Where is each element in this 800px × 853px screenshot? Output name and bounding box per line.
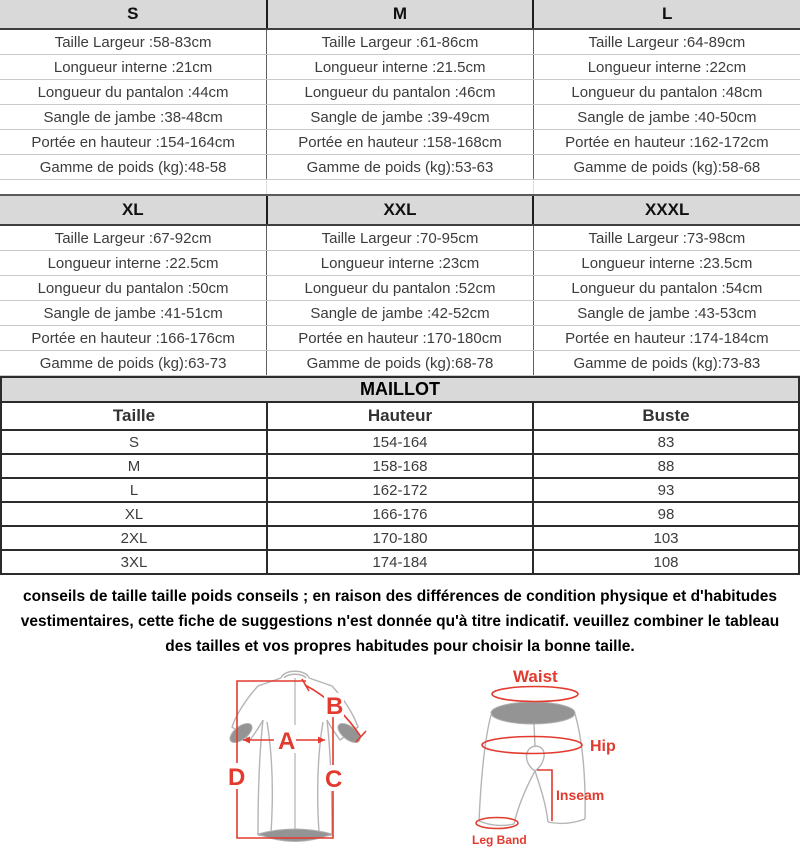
maillot-title-row — [1, 377, 799, 402]
size-advice-text: conseils de taille taille poids conseils ; en raison des différences de condition physique et d'habitudes vestimentaires, cette fiche de suggestions n'est donnée qu'à titre indicatif. veuillez combiner le tableau des tailles et vos propres habitudes pour choisir la bonne taille. — [20, 588, 780, 655]
spec-cell: Longueur du pantalon :48cm — [533, 80, 800, 105]
maillot-row — [1, 550, 799, 574]
maillot-cell: S — [1, 430, 267, 454]
maillot-row — [1, 526, 799, 550]
jersey-diagram-icon — [218, 665, 378, 851]
size-header-xl: XL — [0, 195, 267, 225]
spec-cell: Taille Largeur :67-92cm — [0, 225, 267, 251]
spec-cell: Sangle de jambe :41-51cm — [0, 301, 267, 326]
maillot-cell: 83 — [533, 430, 799, 454]
spec-cell: Longueur interne :23.5cm — [533, 251, 800, 276]
size-table-xl-xxl-xxxl — [0, 194, 800, 376]
spec-cell: Gamme de poids (kg):68-78 — [267, 351, 534, 376]
spec-cell: Portée en hauteur :162-172cm — [533, 130, 800, 155]
size-header-l: L — [533, 0, 800, 29]
maillot-header-row — [1, 402, 799, 430]
spec-cell: Longueur interne :21cm — [0, 55, 267, 80]
maillot-cell: 3XL — [1, 550, 267, 574]
maillot-row — [1, 478, 799, 502]
size-header-m: M — [267, 0, 534, 29]
spec-cell: Longueur interne :21.5cm — [267, 55, 534, 80]
spec-cell: Gamme de poids (kg):73-83 — [533, 351, 800, 376]
size-table-s-m-l — [0, 0, 800, 180]
spec-row — [0, 105, 800, 130]
spec-cell: Longueur du pantalon :46cm — [267, 80, 534, 105]
spec-cell: Portée en hauteur :174-184cm — [533, 326, 800, 351]
spec-row — [0, 276, 800, 301]
spec-row — [0, 55, 800, 80]
maillot-cell: 93 — [533, 478, 799, 502]
jersey-label-a: A — [278, 728, 296, 755]
maillot-cell: 154-164 — [267, 430, 533, 454]
spec-cell: Taille Largeur :61-86cm — [267, 29, 534, 55]
spec-cell: Longueur interne :23cm — [267, 251, 534, 276]
maillot-col-buste: Buste — [533, 402, 799, 430]
spec-cell: Taille Largeur :70-95cm — [267, 225, 534, 251]
maillot-cell: 108 — [533, 550, 799, 574]
spec-cell: Longueur interne :22cm — [533, 55, 800, 80]
spec-row — [0, 29, 800, 55]
maillot-cell: L — [1, 478, 267, 502]
spec-row — [0, 301, 800, 326]
size-header-row — [0, 195, 800, 225]
maillot-cell: 98 — [533, 502, 799, 526]
spec-row — [0, 80, 800, 105]
jersey-label-d: D — [228, 764, 246, 791]
spec-cell: Sangle de jambe :43-53cm — [533, 301, 800, 326]
spec-cell: Portée en hauteur :166-176cm — [0, 326, 267, 351]
shorts-outline-icon — [479, 702, 585, 825]
spec-cell: Longueur du pantalon :54cm — [533, 276, 800, 301]
spec-cell: Portée en hauteur :158-168cm — [267, 130, 534, 155]
maillot-cell: 162-172 — [267, 478, 533, 502]
maillot-col-taille: Taille — [1, 402, 267, 430]
maillot-cell: XL — [1, 502, 267, 526]
size-header-s: S — [0, 0, 267, 29]
spec-cell: Sangle de jambe :42-52cm — [267, 301, 534, 326]
maillot-cell: 174-184 — [267, 550, 533, 574]
maillot-cell: 170-180 — [267, 526, 533, 550]
spec-cell: Sangle de jambe :38-48cm — [0, 105, 267, 130]
spec-row — [0, 225, 800, 251]
spec-cell: Longueur interne :22.5cm — [0, 251, 267, 276]
maillot-table — [0, 376, 800, 575]
shorts-label-inseam: Inseam — [556, 787, 605, 803]
table-gap — [0, 180, 800, 194]
maillot-cell: 2XL — [1, 526, 267, 550]
spec-row — [0, 130, 800, 155]
maillot-cell: 166-176 — [267, 502, 533, 526]
spec-cell: Taille Largeur :64-89cm — [533, 29, 800, 55]
spec-cell: Longueur du pantalon :44cm — [0, 80, 267, 105]
maillot-col-hauteur: Hauteur — [267, 402, 533, 430]
shorts-label-hip: Hip — [590, 738, 616, 755]
shorts-label-waist: Waist — [513, 667, 558, 686]
spec-cell: Taille Largeur :73-98cm — [533, 225, 800, 251]
maillot-cell: 88 — [533, 454, 799, 478]
maillot-row — [1, 454, 799, 478]
spec-cell: Portée en hauteur :170-180cm — [267, 326, 534, 351]
spec-cell: Gamme de poids (kg):58-68 — [533, 155, 800, 180]
maillot-row — [1, 502, 799, 526]
spec-row — [0, 251, 800, 276]
spec-row — [0, 155, 800, 180]
maillot-title: MAILLOT — [1, 377, 799, 402]
maillot-cell: M — [1, 454, 267, 478]
size-header-xxl: XXL — [267, 195, 534, 225]
spec-cell: Sangle de jambe :40-50cm — [533, 105, 800, 130]
spec-cell: Taille Largeur :58-83cm — [0, 29, 267, 55]
spec-cell: Gamme de poids (kg):48-58 — [0, 155, 267, 180]
maillot-row — [1, 430, 799, 454]
spec-cell: Sangle de jambe :39-49cm — [267, 105, 534, 130]
spec-cell: Longueur du pantalon :50cm — [0, 276, 267, 301]
measurement-diagrams — [0, 663, 800, 853]
shorts-label-leg-band: Leg Band — [472, 833, 527, 847]
spec-row — [0, 326, 800, 351]
size-header-row — [0, 0, 800, 29]
spec-cell: Gamme de poids (kg):53-63 — [267, 155, 534, 180]
size-header-xxxl: XXXL — [533, 195, 800, 225]
maillot-cell: 158-168 — [267, 454, 533, 478]
shorts-diagram-icon — [440, 663, 650, 853]
jersey-label-b: B — [326, 693, 344, 720]
spec-row — [0, 351, 800, 376]
jersey-label-c: C — [325, 766, 343, 793]
maillot-cell: 103 — [533, 526, 799, 550]
spec-cell: Longueur du pantalon :52cm — [267, 276, 534, 301]
spec-cell: Portée en hauteur :154-164cm — [0, 130, 267, 155]
spec-cell: Gamme de poids (kg):63-73 — [0, 351, 267, 376]
